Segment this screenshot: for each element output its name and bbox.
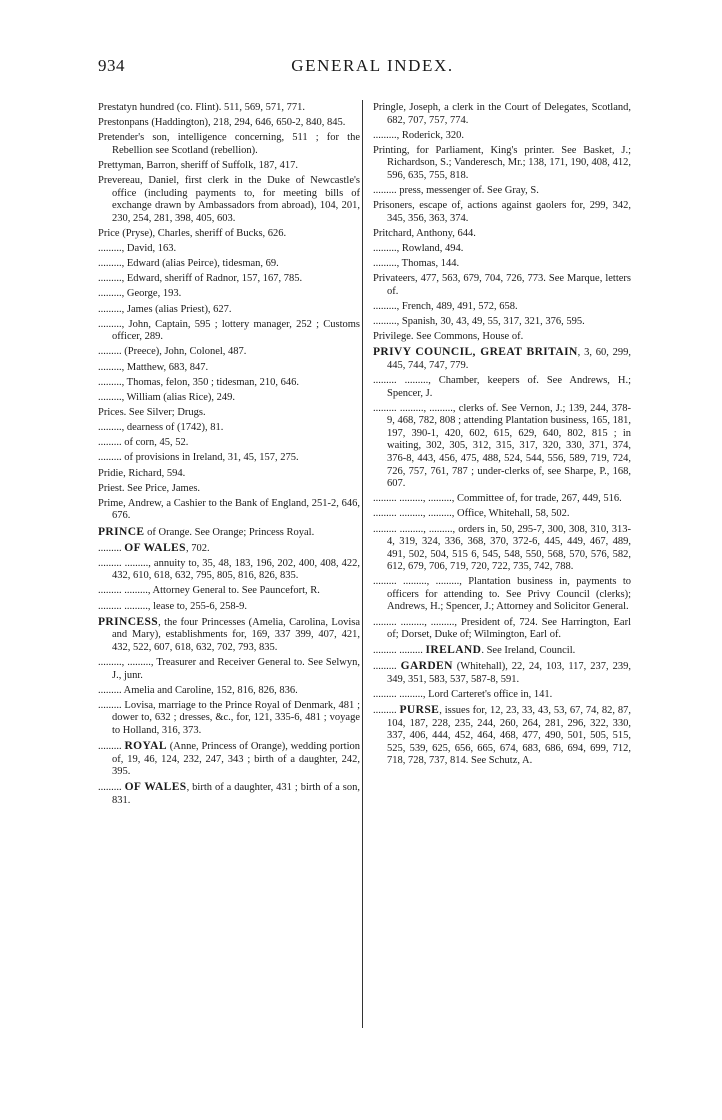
entry-text: Printing, for Parliament, King's printer. See Basket, J.; Richardson, S.; Vanderesch, Mr.; 138, 171, 190, 408, 412, 596, 635, 755, 818. (373, 144, 631, 181)
entry-text: Prestonpans (Haddington), 218, 294, 646, 650-2, 840, 845. (98, 117, 346, 129)
entry-text: Prices. See Silver; Drugs. (98, 406, 206, 418)
entry-text: Prestatyn hundred (co. Flint). 511, 569, 571, 771. (98, 102, 305, 113)
index-entry (98, 346, 360, 359)
index-entry (373, 524, 631, 574)
index-entry (98, 700, 360, 738)
entry-text: ........., Edward (alias Peirce), tidesman, 69. (98, 258, 279, 270)
entry-leader: ......... (373, 705, 400, 717)
entry-text: . See Ireland, Council. (481, 645, 576, 657)
index-entry (373, 200, 631, 225)
entry-text: ......... ........., ........., Plantation business in, payments to officers for attending to. See Privy Council (clerks); Andrews, H.; Spencer, J.; Attorney and Solicitor General. (373, 576, 631, 613)
index-entry (98, 781, 360, 807)
index-entry (373, 273, 631, 298)
entry-text: ......... ........., ........., Office, Whitehall, 58, 502. (373, 508, 570, 520)
entry-text: Prime, Andrew, a Cashier to the Bank of England, 251-2, 646, 676. (98, 497, 360, 522)
entry-text: ........., Thomas, felon, 350 ; tidesman, 210, 646. (98, 376, 300, 388)
index-entry (98, 498, 360, 523)
index-entry (373, 346, 631, 372)
index-entry (98, 362, 360, 375)
entry-text: , the four Princesses (Amelia, Carolina, Lovisa and Mary), establishments for, 169, 337 399, 407, 421, 432, 522, 607, 618, 632, 702, 793, 835. (112, 616, 360, 653)
entry-text: ........., Roderick, 320. (373, 129, 464, 141)
entry-text: ......... press, messenger of. See Gray, S. (373, 185, 539, 197)
index-entry (373, 704, 631, 768)
entry-text: ........., James (alias Priest), 627. (98, 303, 232, 315)
entry-text: ......... ........., Lord Carteret's office in, 141. (373, 689, 553, 701)
entry-heading: ROYAL (124, 740, 167, 753)
index-entry (98, 422, 360, 435)
index-entry (98, 175, 360, 225)
entry-text: ........., Edward, sheriff of Radnor, 157, 167, 785. (98, 273, 303, 285)
entry-heading: OF WALES (124, 781, 187, 794)
index-entry (373, 660, 631, 686)
index-entry (98, 585, 360, 598)
entry-text: ........., French, 489, 491, 572, 658. (373, 301, 518, 312)
index-entry (373, 331, 631, 344)
index-entry (98, 258, 360, 271)
entry-heading: PRINCE (98, 525, 145, 538)
index-entry (373, 258, 631, 271)
entry-text: , issues for, 12, 23, 33, 43, 53, 67, 74, 82, 87, 104, 187, 228, 235, 244, 260, 264, 281, 296, 322, 330, 337, 406, 444, 452, 464, 468, 477, 490, 501, 505, 515, 525, 539, 625, 656, 665, 674, 683, 686, 694, 699, 712, 718, 728, 737, 814. See Schutz, A. (387, 705, 631, 767)
entry-text: ........., David, 163. (98, 243, 177, 255)
index-entry (98, 319, 360, 344)
entry-text: Privilege. See Commons, House of. (373, 331, 524, 343)
index-entry (98, 657, 360, 682)
entry-text: (Whitehall), 22, 24, 103, 117, 237, 239, 349, 351, 583, 537, 587-8, 591. (387, 661, 631, 685)
index-entry (98, 526, 360, 540)
entry-leader: ......... (98, 741, 125, 753)
entry-text: ......... ........., annuity to, 35, 48, 183, 196, 202, 400, 408, 422, 432, 610, 618, 632, 795, 805, 816, 826, 835. (98, 557, 360, 582)
entry-text: ........., Thomas, 144. (373, 258, 460, 270)
index-entry (373, 316, 631, 329)
index-entry (373, 403, 631, 491)
entry-text: ........., Spanish, 30, 43, 49, 55, 317, 321, 376, 595. (373, 316, 585, 328)
entry-text: Privateers, 477, 563, 679, 704, 726, 773. See Marque, letters of. (373, 273, 631, 297)
entry-heading: PURSE (399, 704, 440, 717)
entry-text: ........., Matthew, 683, 847. (98, 361, 209, 373)
entry-heading: PRIVY COUNCIL, GREAT BRITAIN (373, 346, 578, 359)
entry-text: ........., George, 193. (98, 288, 182, 300)
index-entry (98, 616, 360, 655)
index-entry (98, 377, 360, 390)
index-entry (373, 301, 631, 314)
index-entry (373, 228, 631, 241)
entry-text: Pridie, Richard, 594. (98, 467, 186, 479)
entry-text: , 702. (185, 542, 210, 554)
index-entry (98, 228, 360, 241)
entry-text: Prisoners, escape of, actions against gaolers for, 299, 342, 345, 356, 363, 374. (373, 200, 631, 224)
index-entry (373, 644, 631, 658)
entry-text: ........., John, Captain, 595 ; lottery manager, 252 ; Customs officer, 289. (98, 318, 360, 343)
index-entry (98, 132, 360, 157)
index-entry (98, 273, 360, 286)
entry-text: ......... of corn, 45, 52. (98, 437, 189, 449)
entry-text: ......... of provisions in Ireland, 31, 45, 157, 275. (98, 452, 299, 464)
index-entry (98, 160, 360, 173)
running-header (98, 56, 647, 80)
entry-text: , birth of a daughter, 431 ; birth of a son, 831. (112, 782, 361, 806)
index-entry (373, 375, 631, 400)
entry-text: ......... Lovisa, marriage to the Prince Royal of Denmark, 481 ; dower to, 632 ; dresses, &c., for, 121, 335-6, 481 ; voyage to Holland, 316, 373. (98, 699, 360, 736)
entry-text: Pritchard, Anthony, 644. (373, 227, 476, 239)
entry-text: Pringle, Joseph, a clerk in the Court of Delegates, Scotland, 682, 707, 757, 774. (373, 102, 631, 126)
column-divider (362, 100, 363, 1028)
index-entry (98, 468, 360, 481)
index-entry (98, 392, 360, 405)
entry-text: ......... (Preece), John, Colonel, 487. (98, 346, 247, 358)
entry-text: (Anne, Princess of Orange), wedding portion of, 19, 46, 124, 232, 247, 343 ; birth of a daughter, 242, 395. (112, 741, 361, 778)
entry-text: Prevereau, Daniel, first clerk in the Duke of Newcastle's office (including payments to, for meeting bills of exchange drawn by Ambassadors from abroad), 104, 201, 230, 254, 281, 398, 405, 603. (98, 175, 360, 224)
entry-heading: GARDEN (400, 660, 453, 673)
entry-text: Pretender's son, intelligence concerning, 511 ; for the Rebellion see Scotland (rebellion). (98, 132, 360, 156)
index-entry (373, 689, 631, 702)
entry-text: ......... ........., ........., orders in, 50, 295-7, 300, 308, 310, 313-4, 319, 324, 336, 368, 370, 372-6, 445, 449, 467, 489, 491, 502, 504, 515 6, 545, 548, 550, 568, 570, 576, 582, 612, 679, 706, 719, 720, 722, 735, 742, 788. (373, 523, 631, 573)
entry-text: ........., ........., Treasurer and Receiver General to. See Selwyn, J., junr. (98, 657, 360, 681)
index-entry (373, 508, 631, 521)
entry-text: ......... Amelia and Caroline, 152, 816, 826, 836. (98, 684, 298, 696)
entry-text: ......... ........., Attorney General to. See Pauncefort, R. (98, 585, 320, 597)
index-entry (373, 130, 631, 143)
entry-text: ......... ........., Chamber, keepers of. See Andrews, H.; Spencer, J. (373, 375, 631, 399)
entry-text: ......... ........., ........., President of, 724. See Harrington, Earl of; Dorset, Duke of; Wilmington, Earl of. (373, 616, 631, 641)
index-entry (98, 288, 360, 301)
index-entry (373, 243, 631, 256)
index-entry (98, 117, 360, 130)
entry-leader: ......... ......... (373, 645, 426, 657)
index-column-left (98, 102, 360, 810)
index-entry (373, 493, 631, 506)
index-entry (98, 304, 360, 317)
index-column-right (373, 102, 631, 771)
entry-leader: ......... (98, 542, 125, 554)
index-entry (98, 437, 360, 450)
entry-text: ........., Rowland, 494. (373, 243, 464, 255)
index-entry (98, 542, 360, 556)
entry-heading: PRINCESS (98, 615, 159, 628)
index-entry (373, 145, 631, 183)
index-entry (98, 601, 360, 614)
index-entry (98, 483, 360, 496)
index-entry (98, 102, 360, 115)
index-entry (98, 558, 360, 583)
index-entry (373, 617, 631, 642)
entry-leader: ......... (373, 661, 401, 673)
entry-text: Priest. See Price, James. (98, 482, 201, 494)
entry-text: ........., William (alias Rice), 249. (98, 391, 236, 403)
entry-text: ......... ........., lease to, 255-6, 258-9. (98, 600, 248, 612)
page-title: GENERAL INDEX. (291, 56, 454, 75)
index-entry (98, 685, 360, 698)
entry-text: ......... ........., ........., clerks of. See Vernon, J.; 139, 244, 378-9, 468, 782, 808 ; attending Plantation business, 165, 181, 197, 390-1, 420, 602, 615, 629, 640, 802, 815 ; in waiting, 302, 305, 312, 315, 317, 320, 330, 371, 374, 376-8, 443, 456, 475, 488, 524, 544, 556, 589, 719, 724, 726, 757, 761, 787 ; under-clerks of, see Sharpe, P., 168, 607. (373, 402, 631, 490)
entry-heading: OF WALES (124, 541, 186, 554)
entry-text: Prettyman, Barron, sheriff of Suffolk, 187, 417. (98, 159, 298, 171)
index-entry (98, 740, 360, 779)
index-entry (373, 185, 631, 198)
entry-text: Price (Pryse), Charles, sheriff of Bucks, 626. (98, 227, 287, 239)
index-entry (373, 576, 631, 614)
entry-text: ......... ........., ........., Committee of, for trade, 267, 449, 516. (373, 493, 622, 505)
entry-text: , 3, 60, 299, 445, 744, 747, 779. (387, 347, 631, 371)
page-number: 934 (98, 56, 125, 75)
entry-heading: IRELAND (425, 644, 482, 657)
index-entry (98, 407, 360, 420)
index-entry (373, 102, 631, 127)
entry-leader: ......... (98, 782, 125, 794)
entry-text: of Orange. See Orange; Princess Royal. (144, 526, 315, 538)
entry-text: ........., dearness of (1742), 81. (98, 422, 224, 434)
index-entry (98, 452, 360, 465)
index-entry (98, 243, 360, 256)
